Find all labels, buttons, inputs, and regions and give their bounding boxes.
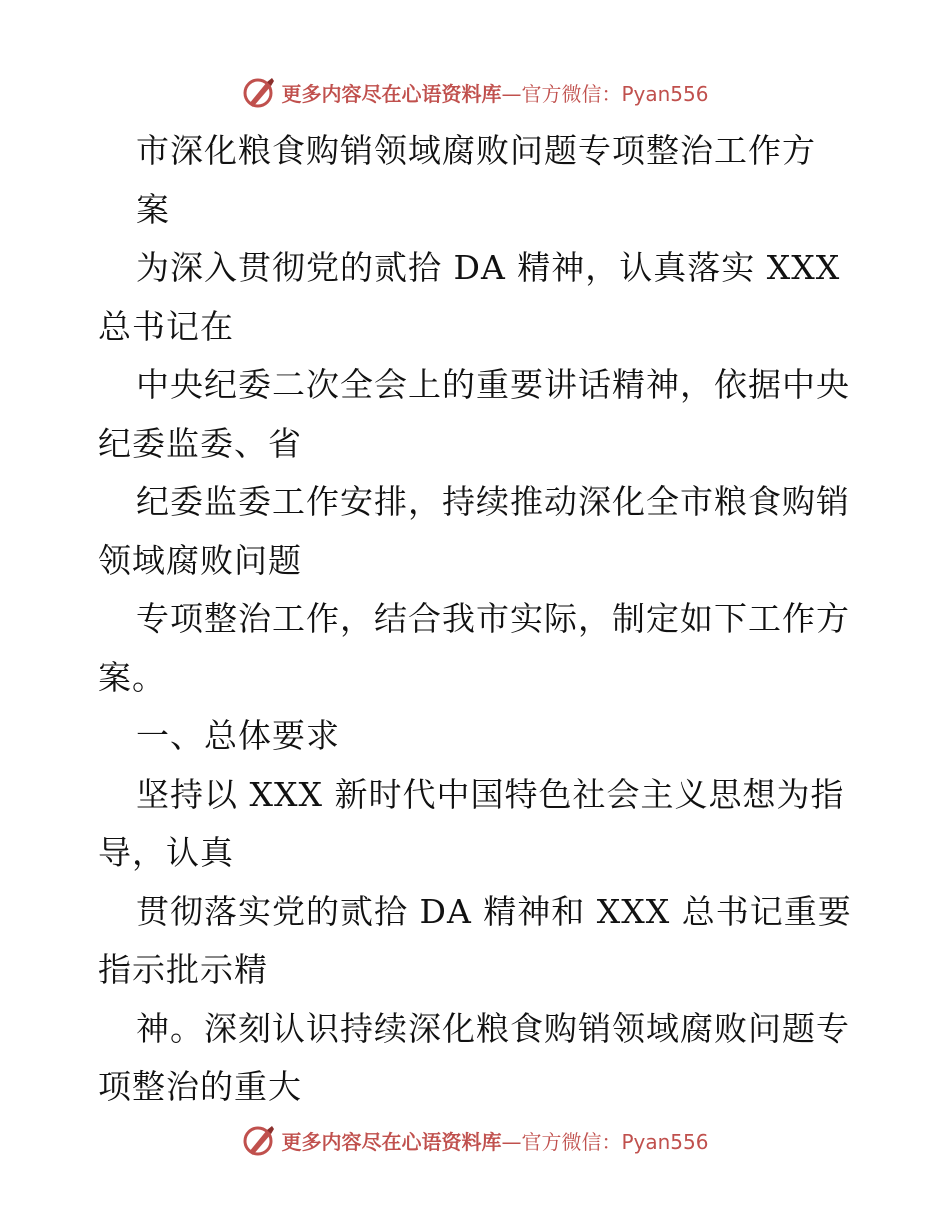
paragraph-line: 中央纪委二次全会上的重要讲话精神，依据中央 xyxy=(136,365,850,404)
pen-logo-icon xyxy=(241,1122,277,1158)
document-title-line-1: 市深化粮食购销领域腐败问题专项整治工作方 xyxy=(136,131,816,170)
paragraph-line: 指示批示精 xyxy=(98,950,268,989)
pen-logo-icon xyxy=(241,74,277,110)
paragraph-line: 领域腐败问题 xyxy=(98,540,302,580)
paragraph-line: 总书记在 xyxy=(98,306,234,346)
paragraph-line: 专项整治工作，结合我市实际，制定如下工作方 xyxy=(136,599,850,638)
paragraph-line: 导，认真 xyxy=(98,833,234,872)
document-body xyxy=(98,122,858,1117)
header-watermark xyxy=(0,72,950,112)
paragraph-line: 纪委监委、省 xyxy=(98,423,302,463)
footer-watermark xyxy=(0,1120,950,1160)
document-title-line-2: 案 xyxy=(136,189,170,229)
watermark-text: 更多内容尽在心语资料库—官方微信：Pyan556 xyxy=(281,1129,709,1154)
paragraph-line: 案。 xyxy=(98,657,166,697)
watermark-text: 更多内容尽在心语资料库—官方微信：Pyan556 xyxy=(281,81,709,106)
paragraph-line: 纪委监委工作安排，持续推动深化全市粮食购销 xyxy=(136,482,850,521)
section-heading: 一、总体要求 xyxy=(136,716,340,755)
paragraph-line: 项整治的重大 xyxy=(98,1067,302,1106)
paragraph-line: 贯彻落实党的贰拾 DA 精神和 XXX 总书记重要 xyxy=(136,891,852,931)
paragraph-line: 神。深刻认识持续深化粮食购销领域腐败问题专 xyxy=(136,1008,850,1048)
paragraph-line: 坚持以 XXX 新时代中国特色社会主义思想为指 xyxy=(136,774,845,814)
paragraph-line: 为深入贯彻党的贰拾 DA 精神，认真落实 XXX xyxy=(136,248,841,287)
